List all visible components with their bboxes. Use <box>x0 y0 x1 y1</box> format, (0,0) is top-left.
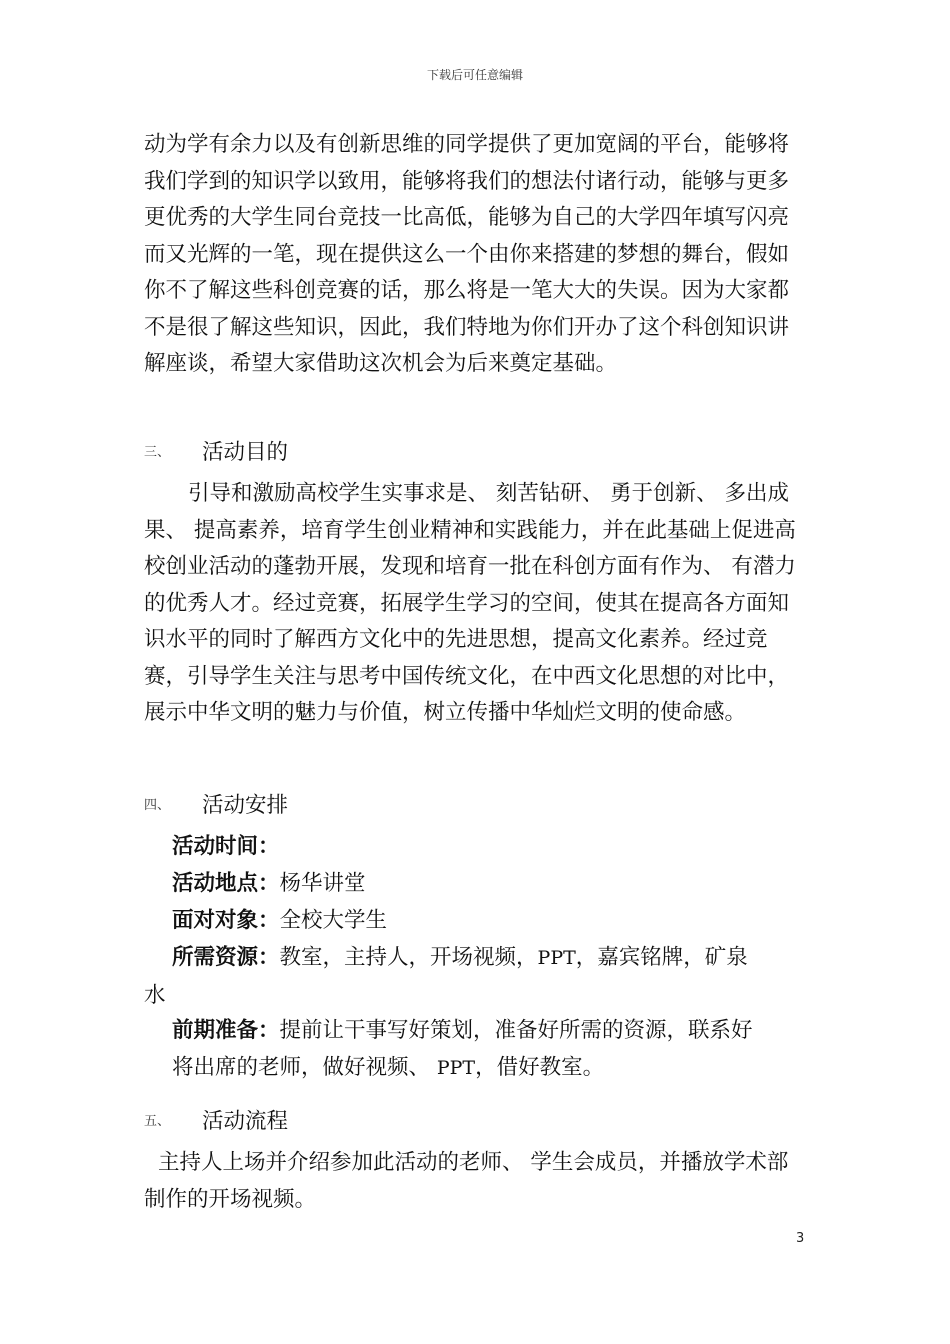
field-value: ，借好教室。 <box>475 1055 605 1080</box>
page-number: 3 <box>796 1231 805 1246</box>
arrangement-resources-cont: 水 <box>144 983 166 1008</box>
field-label: 面对对象： <box>172 908 280 933</box>
field-value: 杨华讲堂 <box>279 871 366 896</box>
section-heading-process <box>144 1107 288 1137</box>
arrangement-place <box>144 865 809 902</box>
section-number: 三、 <box>144 445 171 460</box>
arrangement-time <box>144 828 809 865</box>
field-value: 将出席的老师，做好视频、 <box>172 1055 437 1080</box>
page-header: 下载后可任意编辑 <box>426 68 523 82</box>
field-value-ppt: PPT <box>537 947 576 969</box>
section-title: 活动安排 <box>202 793 289 818</box>
prep-line-1 <box>144 1012 809 1049</box>
section-heading-arrangement <box>144 791 288 821</box>
arrangement-resources <box>144 939 809 977</box>
section-number: 四、 <box>144 798 171 813</box>
field-value: 全校大学生 <box>279 908 388 933</box>
section-heading-purpose <box>144 438 288 468</box>
field-label: 活动时间： <box>172 834 280 859</box>
intro-paragraph: 动为学有余力以及有创新思维的同学提供了更加宽阔的平台，能够将我们学到的知识学以致用，能够将我们的想法付诸行动，能够与更多更优秀的大学生同台竞技一比高低，能够为自己的大学四年填写闪亮而又光辉的一笔，现在提供这么一个由你来搭建的梦想的舞台，假如你不了解这些科创竞赛的话，那么将是一笔大大的失误。因为大家都不是很了解这些知识，因此，我们特地为你们开办了这个科创知识讲解座谈，希望大家借助这次机会为后来奠定基础。 <box>144 132 790 376</box>
field-value-ppt: PPT <box>436 1057 476 1079</box>
purpose-paragraph: 引导和激励高校学生实事求是、 刻苦钻研、 勇于创新、 多出成果、 提高素养，培育学生创业精神和实践能力，并在此基础上促进高校创业活动的蓬勃开展，发现和培育一批在科创方面有作为、 有潜力的优秀人才。经过竞赛，拓展学生学习的空间，使其在提高各方面知识水平的同时了解西方文化中的先进思想，提高文化素养。经过竞赛，引导学生关注与思考中国传统文化，在中西文化思想的对比中，展示中华文明的魅力与价值，树立传播中华灿烂文明的使命感。 <box>144 481 796 725</box>
section-title: 活动流程 <box>202 1109 289 1134</box>
arrangement-list <box>144 828 809 1014</box>
field-label: 所需资源： <box>172 945 280 970</box>
section-title: 活动目的 <box>202 440 289 465</box>
field-value: 提前让干事写好策划，准备好所需的资源，联系好 <box>279 1018 753 1043</box>
process-paragraph: 主持人上场并介绍参加此活动的老师、 学生会成员，并播放学术部制作的开场视频。 <box>144 1150 789 1212</box>
arrangement-audience <box>144 902 809 939</box>
section-number: 五、 <box>144 1114 171 1129</box>
field-label: 前期准备： <box>172 1018 280 1043</box>
arrangement-prep <box>144 1012 809 1087</box>
field-label: 活动地点： <box>172 871 280 896</box>
prep-line-2 <box>144 1049 809 1087</box>
field-value: 教室，主持人，开场视频， <box>279 945 538 970</box>
field-value: ，嘉宾铭牌，矿泉 <box>575 945 748 970</box>
